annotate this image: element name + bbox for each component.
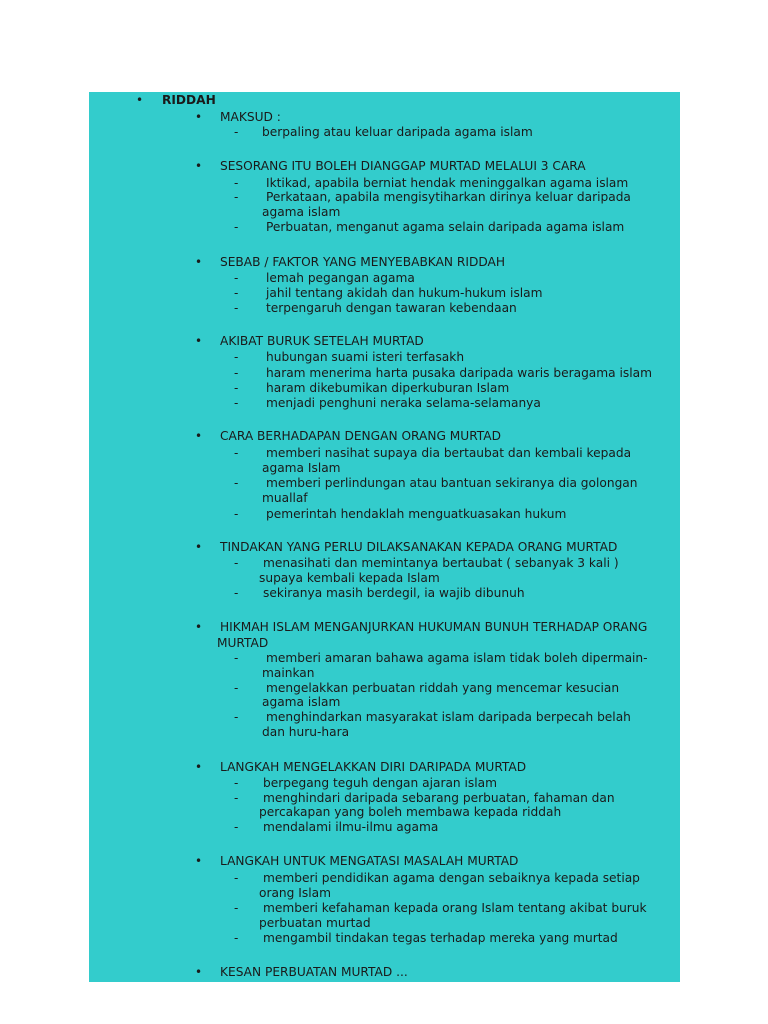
section-heading: SEBAB / FAKTOR YANG MENYEBABKAN RIDDAH bbox=[220, 255, 506, 269]
list-item: lemah pegangan agama bbox=[266, 271, 415, 285]
list-item-cont: percakapan yang boleh membawa kepada riddah bbox=[259, 805, 562, 819]
list-item: sekiranya masih berdegil, ia wajib dibunuh bbox=[263, 586, 525, 600]
section-bullet: • bbox=[195, 965, 203, 979]
list-item: memberi pendidikan agama dengan sebaiknya kepada setiap bbox=[263, 871, 640, 885]
list-item: memberi amaran bahawa agama islam tidak boleh dipermain- bbox=[266, 651, 648, 665]
list-item: menasihati dan memintanya bertaubat ( sebanyak 3 kali ) bbox=[263, 556, 619, 570]
section-bullet: • bbox=[195, 159, 203, 173]
section-heading: HIKMAH ISLAM MENGANJURKAN HUKUMAN BUNUH TERHADAP ORANG bbox=[220, 620, 648, 634]
list-item: mendalami ilmu-ilmu agama bbox=[263, 820, 439, 834]
item-dash: - bbox=[234, 220, 239, 234]
list-item-cont: agama Islam bbox=[262, 461, 341, 475]
list-item: menjadi penghuni neraka selama-selamanya bbox=[266, 396, 541, 410]
main-bullet: • bbox=[136, 93, 144, 107]
list-item: Perbuatan, menganut agama selain daripada agama islam bbox=[266, 220, 625, 234]
section-heading: TINDAKAN YANG PERLU DILAKSANAKAN KEPADA ORANG MURTAD bbox=[220, 540, 618, 554]
item-dash: - bbox=[234, 446, 239, 460]
list-item-cont: dan huru-hara bbox=[262, 725, 350, 739]
item-dash: - bbox=[234, 350, 239, 364]
list-item: memberi kefahaman kepada orang Islam tentang akibat buruk bbox=[263, 901, 647, 915]
list-item: mengelakkan perbuatan riddah yang mencemar kesucian bbox=[266, 681, 620, 695]
section-bullet: • bbox=[195, 334, 203, 348]
item-dash: - bbox=[234, 776, 239, 790]
section-heading: MAKSUD : bbox=[220, 110, 281, 124]
list-item: jahil tentang akidah dan hukum-hukum islam bbox=[266, 286, 543, 300]
list-item: haram menerima harta pusaka daripada waris beragama islam bbox=[266, 366, 652, 380]
item-dash: - bbox=[234, 190, 239, 204]
section-bullet: • bbox=[195, 760, 203, 774]
item-dash: - bbox=[234, 286, 239, 300]
list-item: memberi perlindungan atau bantuan sekiranya dia golongan bbox=[266, 476, 638, 490]
list-item: Iktikad, apabila berniat hendak meninggalkan agama islam bbox=[266, 176, 629, 190]
section-bullet: • bbox=[195, 620, 203, 634]
section-bullet: • bbox=[195, 429, 203, 443]
item-dash: - bbox=[234, 820, 239, 834]
list-item-cont: perbuatan murtad bbox=[259, 916, 371, 930]
item-dash: - bbox=[234, 681, 239, 695]
item-dash: - bbox=[234, 271, 239, 285]
main-heading: RIDDAH bbox=[162, 93, 216, 107]
item-dash: - bbox=[234, 381, 239, 395]
item-dash: - bbox=[234, 301, 239, 315]
list-item: hubungan suami isteri terfasakh bbox=[266, 350, 465, 364]
item-dash: - bbox=[234, 125, 239, 139]
section-bullet: • bbox=[195, 854, 203, 868]
item-dash: - bbox=[234, 396, 239, 410]
list-item: Perkataan, apabila mengisytiharkan dirinya keluar daripada bbox=[266, 190, 631, 204]
item-dash: - bbox=[234, 871, 239, 885]
list-item: memberi nasihat supaya dia bertaubat dan kembali kepada bbox=[266, 446, 632, 460]
list-item-cont: muallaf bbox=[262, 491, 308, 505]
section-heading: AKIBAT BURUK SETELAH MURTAD bbox=[220, 334, 424, 348]
section-heading: KESAN PERBUATAN MURTAD ... bbox=[220, 965, 408, 979]
list-item: pemerintah hendaklah menguatkuasakan hukum bbox=[266, 507, 567, 521]
list-item: terpengaruh dengan tawaran kebendaan bbox=[266, 301, 517, 315]
section-heading: LANGKAH UNTUK MENGATASI MASALAH MURTAD bbox=[220, 854, 519, 868]
list-item-cont: supaya kembali kepada Islam bbox=[259, 571, 440, 585]
section-bullet: • bbox=[195, 255, 203, 269]
section-heading-cont: MURTAD bbox=[217, 636, 269, 650]
item-dash: - bbox=[234, 931, 239, 945]
item-dash: - bbox=[234, 556, 239, 570]
item-dash: - bbox=[234, 651, 239, 665]
list-item: menghindarkan masyarakat islam daripada berpecah belah bbox=[266, 710, 631, 724]
list-item-cont: agama islam bbox=[262, 205, 341, 219]
section-heading: LANGKAH MENGELAKKAN DIRI DARIPADA MURTAD bbox=[220, 760, 527, 774]
list-item: haram dikebumikan diperkuburan Islam bbox=[266, 381, 510, 395]
section-heading: SESORANG ITU BOLEH DIANGGAP MURTAD MELALUI 3 CARA bbox=[220, 159, 586, 173]
list-item: menghindari daripada sebarang perbuatan, fahaman dan bbox=[263, 791, 615, 805]
list-item: berpegang teguh dengan ajaran islam bbox=[263, 776, 497, 790]
item-dash: - bbox=[234, 901, 239, 915]
item-dash: - bbox=[234, 710, 239, 724]
item-dash: - bbox=[234, 176, 239, 190]
item-dash: - bbox=[234, 476, 239, 490]
section-bullet: • bbox=[195, 110, 203, 124]
item-dash: - bbox=[234, 791, 239, 805]
section-heading: CARA BERHADAPAN DENGAN ORANG MURTAD bbox=[220, 429, 502, 443]
list-item: berpaling atau keluar daripada agama islam bbox=[262, 125, 533, 139]
section-bullet: • bbox=[195, 540, 203, 554]
list-item-cont: agama islam bbox=[262, 695, 341, 709]
list-item: mengambil tindakan tegas terhadap mereka yang murtad bbox=[263, 931, 618, 945]
list-item-cont: orang Islam bbox=[259, 886, 331, 900]
item-dash: - bbox=[234, 366, 239, 380]
item-dash: - bbox=[234, 507, 239, 521]
list-item-cont: mainkan bbox=[262, 666, 315, 680]
item-dash: - bbox=[234, 586, 239, 600]
